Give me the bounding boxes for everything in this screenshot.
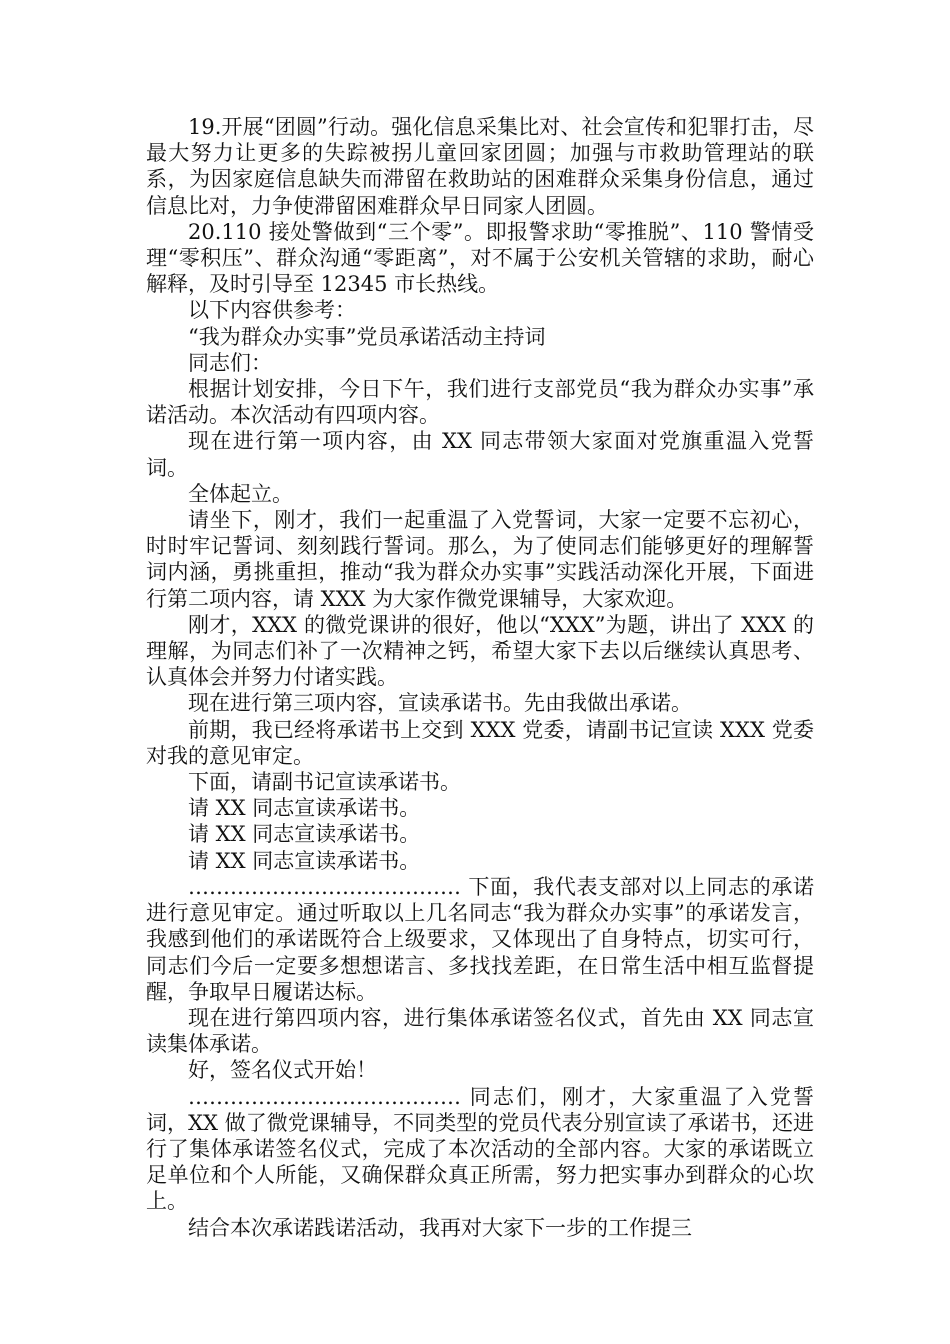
paragraph-reference-note: 以下内容供参考： [188,298,356,323]
paragraph-intro: 根据计划安排，今日下午，我们进行支部党员“我为群众办实事”承诺活动。本次活动有四项内容。 [146,377,814,428]
paragraph-greeting: 同志们： [188,350,272,375]
paragraph-comrade-reads-2: 请 XX 同志宣读承诺书。 [188,822,421,847]
paragraph-submitted-pledge: 前期，我已经将承诺书上交到 XXX 党委，请副书记宣读 XXX 党委对我的意见审定。 [146,717,814,768]
paragraph-summary: ………………………………… 同志们，刚才，大家重温了入党誓词，XX 做了微党课辅导，不同类型的党员代表分别宣读了承诺书，还进行了集体承诺签名仪式，完成了本次活动的全部内容。大家的承诺既立足单位和个人所能，又确保群众真正所需，努力把实事办到群众的心坎上。 [146,1084,814,1214]
document-body [146,114,814,1241]
paragraph-20-three-zeros: 20.110 接处警做到“三个零”。即报警求助“零推脱”、110 警情受理“零积压”、群众沟通“零距离”，对不属于公安机关管辖的求助，耐心解释，及时引导至 12345 市长热线。 [146,219,814,297]
paragraph-comrade-reads-3: 请 XX 同志宣读承诺书。 [188,848,421,873]
paragraph-item-four: 现在进行第四项内容，进行集体承诺签名仪式，首先由 XX 同志宣读集体承诺。 [146,1005,814,1057]
paragraph-signing-begins: 好，签名仪式开始！ [188,1058,377,1083]
paragraph-item-two: 请坐下，刚才，我们一起重温了入党誓词，大家一定要不忘初心，时时牢记誓词、刻刻践行誓词。那么，为了使同志们能够更好的理解誓词内涵，勇挑重担，推动“我为群众办实事”实践活动深化开展，下面进行第二项内容，请 XXX 为大家作微党课辅导，大家欢迎。 [146,508,814,611]
paragraph-deputy-reads: 下面，请副书记宣读承诺书。 [188,770,461,795]
paragraph-stand-up: 全体起立。 [188,481,293,506]
paragraph-19-reunion-action: 19.开展“团圆”行动。强化信息采集比对、社会宣传和犯罪打击，尽最大努力让更多的失踪被拐儿童回家团圆；加强与市救助管理站的联系，为因家庭信息缺失而滞留在救助站的困难群众采集身份信息，通过信息比对，力争使滞留困难群众早日同家人团圆。 [146,115,814,218]
paragraph-speech-title: “我为群众办实事”党员承诺活动主持词 [188,324,546,349]
paragraph-pledge-review: ………………………………… 下面，我代表支部对以上同志的承诺进行意见审定。通过听取以上几名同志“我为群众办实事”的承诺发言，我感到他们的承诺既符合上级要求，又体现出了自身特点，切实可行，同志们今后一定要多想想诺言、多找找差距，在日常生活中相互监督提醒，争取早日履诺达标。 [146,874,814,1004]
paragraph-comrade-reads-1: 请 XX 同志宣读承诺书。 [188,796,421,821]
paragraph-micro-lecture-review: 刚才，XXX 的微党课讲的很好，他以“XXX”为题，讲出了 XXX 的理解，为同志们补了一次精神之钙，希望大家下去以后继续认真思考、认真体会并努力付诸实践。 [146,612,814,690]
paragraph-closing: 结合本次承诺践诺活动，我再对大家下一步的工作提三 [188,1215,692,1240]
paragraph-item-three: 现在进行第三项内容，宣读承诺书。先由我做出承诺。 [188,691,692,716]
paragraph-item-one: 现在进行第一项内容，由 XX 同志带领大家面对党旗重温入党誓词。 [146,429,814,480]
